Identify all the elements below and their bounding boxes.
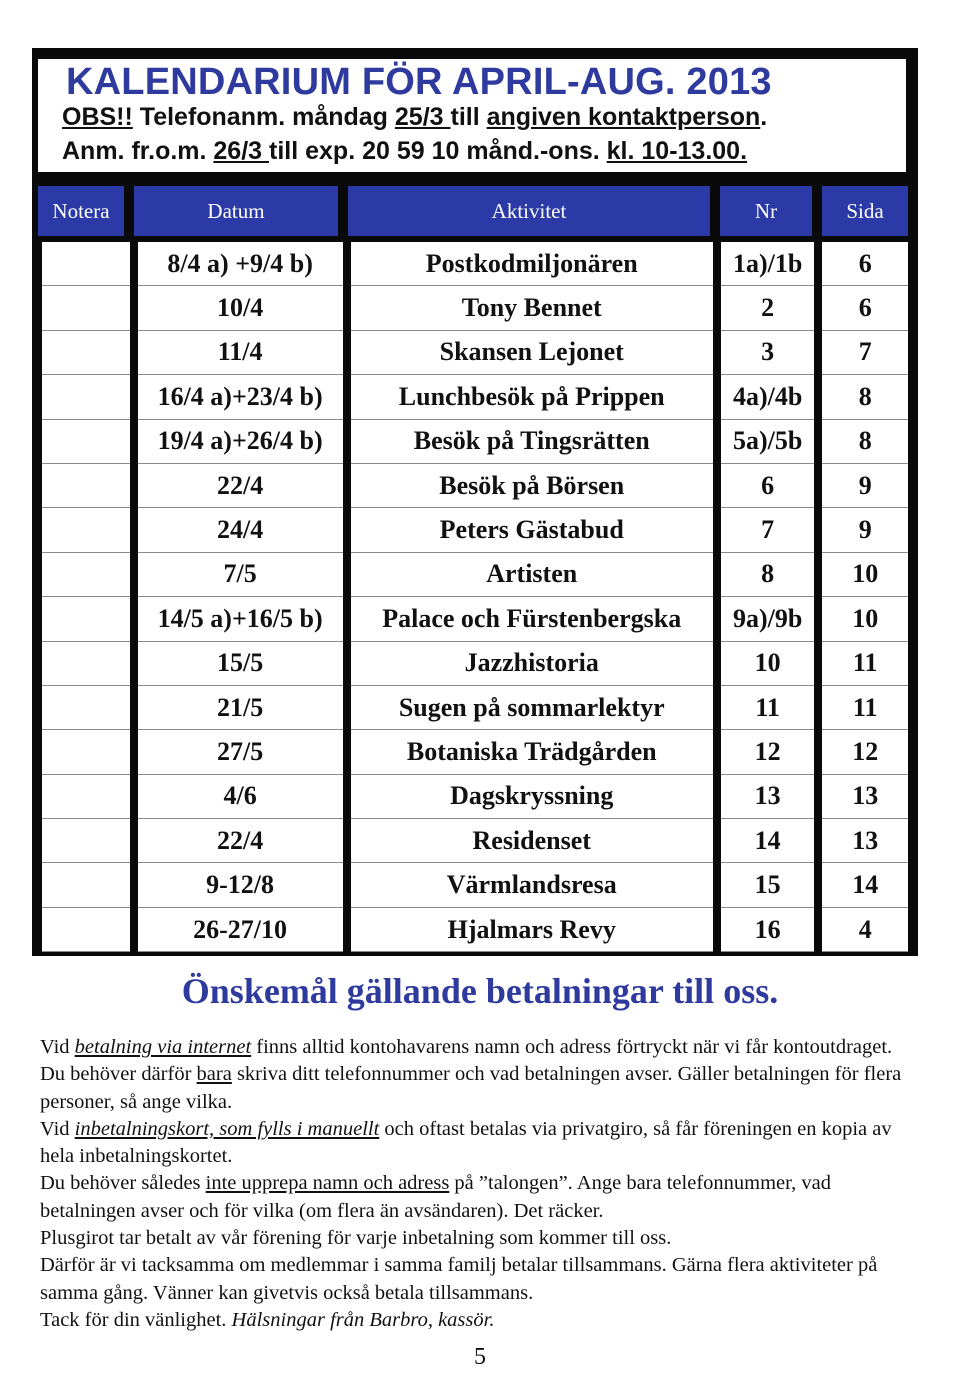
obs-prefix: OBS!! xyxy=(62,103,133,131)
sida-cell: 6 xyxy=(822,286,908,330)
aktivitet-cell: Postkodmiljonären xyxy=(351,242,713,286)
nr-cell: 3 xyxy=(721,331,815,375)
obs-note xyxy=(62,103,767,132)
notera-cell xyxy=(42,242,130,286)
nr-cell: 13 xyxy=(721,775,815,819)
notera-cell xyxy=(42,775,130,819)
aktivitet-cell: Tony Bennet xyxy=(351,286,713,330)
sida-cell: 4 xyxy=(822,908,908,952)
aktivitet-cell: Hjalmars Revy xyxy=(351,908,713,952)
datum-cell: 14/5 a)+16/5 b) xyxy=(138,597,343,641)
notera-cell xyxy=(42,375,130,419)
sida-cell: 6 xyxy=(822,242,908,286)
sida-cell: 10 xyxy=(822,597,908,641)
sida-cell: 9 xyxy=(822,508,908,552)
sida-cell: 11 xyxy=(822,686,908,730)
nr-cell: 2 xyxy=(721,286,815,330)
aktivitet-cell: Dagskryssning xyxy=(351,775,713,819)
obs-contact: angiven kontaktperson xyxy=(486,103,761,131)
notera-cell xyxy=(42,730,130,774)
nr-cell: 6 xyxy=(721,464,815,508)
table-row xyxy=(42,642,908,686)
aktivitet-cell: Sugen på sommarlektyr xyxy=(351,686,713,730)
nr-cell: 15 xyxy=(721,863,815,907)
notera-cell xyxy=(42,420,130,464)
sida-cell: 7 xyxy=(822,331,908,375)
obs-end: . xyxy=(760,103,768,131)
text-span: Tack för din vänlighet. xyxy=(40,1308,232,1331)
calendar-table-body xyxy=(42,242,908,952)
table-row xyxy=(42,242,908,286)
notera-cell xyxy=(42,863,130,907)
column-header-notera: Notera xyxy=(38,186,134,236)
sida-cell: 13 xyxy=(822,819,908,863)
notera-cell xyxy=(42,642,130,686)
datum-cell: 24/4 xyxy=(138,508,343,552)
datum-cell: 26-27/10 xyxy=(138,908,343,952)
aktivitet-cell: Palace och Fürstenbergska xyxy=(351,597,713,641)
sida-cell: 13 xyxy=(822,775,908,819)
payment-text xyxy=(40,1034,920,1334)
paragraph-family: Därför är vi tacksamma om medlemmar i samma familj betalar tillsammans. Gärna flera aktiviteter på samma gång. Vänner kan givetvis också betala tillsammans. xyxy=(40,1254,878,1304)
manual-card-link: inbetalningskort, som fylls i manuellt xyxy=(74,1117,380,1140)
datum-cell: 15/5 xyxy=(138,642,343,686)
sida-cell: 12 xyxy=(822,730,908,774)
aktivitet-cell: Peters Gästabud xyxy=(351,508,713,552)
datum-cell: 10/4 xyxy=(138,286,343,330)
datum-cell: 8/4 a) +9/4 b) xyxy=(138,242,343,286)
aktivitet-cell: Residenset xyxy=(351,819,713,863)
table-row xyxy=(42,286,908,330)
paragraph-thanks xyxy=(40,1307,920,1334)
notera-cell xyxy=(42,464,130,508)
calendar-title: KALENDARIUM FÖR APRIL-AUG. 2013 xyxy=(66,61,772,103)
nr-cell: 1a)/1b xyxy=(721,242,815,286)
aktivitet-cell: Botaniska Trädgården xyxy=(351,730,713,774)
column-header-sida: Sida xyxy=(822,186,908,236)
page-number: 5 xyxy=(474,1344,486,1370)
text-span: skriva ditt telefonnummer och vad betalningen avser. Gäller betalningen för flera personer, så ange vilka. xyxy=(40,1063,902,1113)
table-header-row xyxy=(38,186,908,236)
aktivitet-cell: Värmlandsresa xyxy=(351,863,713,907)
table-row xyxy=(42,908,908,952)
notera-cell xyxy=(42,553,130,597)
column-header-nr: Nr xyxy=(720,186,822,236)
sida-cell: 8 xyxy=(822,420,908,464)
nr-cell: 9a)/9b xyxy=(721,597,815,641)
nr-cell: 11 xyxy=(721,686,815,730)
sida-cell: 14 xyxy=(822,863,908,907)
datum-cell: 22/4 xyxy=(138,819,343,863)
table-row xyxy=(42,775,908,819)
table-row xyxy=(42,686,908,730)
column-header-datum: Datum xyxy=(134,186,348,236)
paragraph-card xyxy=(40,1116,920,1171)
sida-cell: 10 xyxy=(822,553,908,597)
calendar-header xyxy=(38,59,906,172)
aktivitet-cell: Jazzhistoria xyxy=(351,642,713,686)
aktivitet-cell: Besök på Tingsrätten xyxy=(351,420,713,464)
table-row xyxy=(42,863,908,907)
aktivitet-cell: Artisten xyxy=(351,553,713,597)
internet-payment-link: betalning via internet xyxy=(74,1036,252,1058)
paragraph-plusgiro: Plusgirot tar betalt av vår förening för varje inbetalning som kommer till oss. xyxy=(40,1227,672,1250)
sida-cell: 11 xyxy=(822,642,908,686)
notera-cell xyxy=(42,597,130,641)
datum-cell: 16/4 a)+23/4 b) xyxy=(138,375,343,419)
datum-cell: 27/5 xyxy=(138,730,343,774)
notera-cell xyxy=(42,331,130,375)
datum-cell: 4/6 xyxy=(138,775,343,819)
payment-heading: Önskemål gällande betalningar till oss. xyxy=(181,971,779,1011)
table-row xyxy=(42,508,908,552)
text-span: och oftast betalas via privatgiro, så får föreningen en kopia av hela inbetalningskortet. xyxy=(40,1117,892,1168)
anm-prefix: Anm. fr.o.m. xyxy=(62,137,214,165)
anm-text: till exp. 20 59 10 månd.-ons. xyxy=(269,137,607,165)
datum-cell: 19/4 a)+26/4 b) xyxy=(138,420,343,464)
nr-cell: 12 xyxy=(721,730,815,774)
aktivitet-cell: Skansen Lejonet xyxy=(351,331,713,375)
notera-cell xyxy=(42,508,130,552)
obs-text-2: till xyxy=(450,103,487,131)
notera-cell xyxy=(42,686,130,730)
nr-cell: 16 xyxy=(721,908,815,952)
obs-date: 25/3 xyxy=(394,103,451,131)
table-row xyxy=(42,420,908,464)
sida-cell: 9 xyxy=(822,464,908,508)
text-span: Vid xyxy=(40,1036,75,1058)
nr-cell: 8 xyxy=(721,553,815,597)
table-row xyxy=(42,553,908,597)
datum-cell: 11/4 xyxy=(138,331,343,375)
nr-cell: 4a)/4b xyxy=(721,375,815,419)
text-span: Du behöver således xyxy=(40,1172,206,1195)
text-span: Vid xyxy=(40,1117,75,1140)
table-row xyxy=(42,375,908,419)
emphasis-bara: bara xyxy=(196,1063,232,1086)
datum-cell: 22/4 xyxy=(138,464,343,508)
sida-cell: 8 xyxy=(822,375,908,419)
notera-cell xyxy=(42,286,130,330)
paragraph-internet xyxy=(40,1034,920,1116)
notera-cell xyxy=(42,908,130,952)
anm-note xyxy=(62,137,747,166)
notera-cell xyxy=(42,819,130,863)
text-span: på ”talongen”. Ange bara telefonnummer, vad betalningen avser och för vilka (om flera än avsändaren). Det räcker. xyxy=(40,1172,831,1222)
nr-cell: 5a)/5b xyxy=(721,420,815,464)
table-row xyxy=(42,819,908,863)
anm-date: 26/3 xyxy=(213,137,270,165)
table-row xyxy=(42,597,908,641)
paragraph-talong xyxy=(40,1170,920,1225)
emphasis-no-repeat: inte upprepa namn och adress xyxy=(205,1172,450,1195)
nr-cell: 7 xyxy=(721,508,815,552)
table-row xyxy=(42,331,908,375)
nr-cell: 10 xyxy=(721,642,815,686)
nr-cell: 14 xyxy=(721,819,815,863)
aktivitet-cell: Besök på Börsen xyxy=(351,464,713,508)
signature: Hälsningar från Barbro, kassör. xyxy=(231,1308,495,1331)
datum-cell: 7/5 xyxy=(138,553,343,597)
anm-time: kl. 10-13.00. xyxy=(606,137,748,165)
obs-text-1: Telefonanm. måndag xyxy=(132,103,395,131)
table-row xyxy=(42,730,908,774)
table-row xyxy=(42,464,908,508)
aktivitet-cell: Lunchbesök på Prippen xyxy=(351,375,713,419)
datum-cell: 21/5 xyxy=(138,686,343,730)
datum-cell: 9-12/8 xyxy=(138,863,343,907)
text-span: finns alltid kontohavarens namn och adress förtryckt när vi får kontoutdraget. Du behöver därför xyxy=(40,1036,893,1086)
column-header-aktivitet: Aktivitet xyxy=(348,186,720,236)
